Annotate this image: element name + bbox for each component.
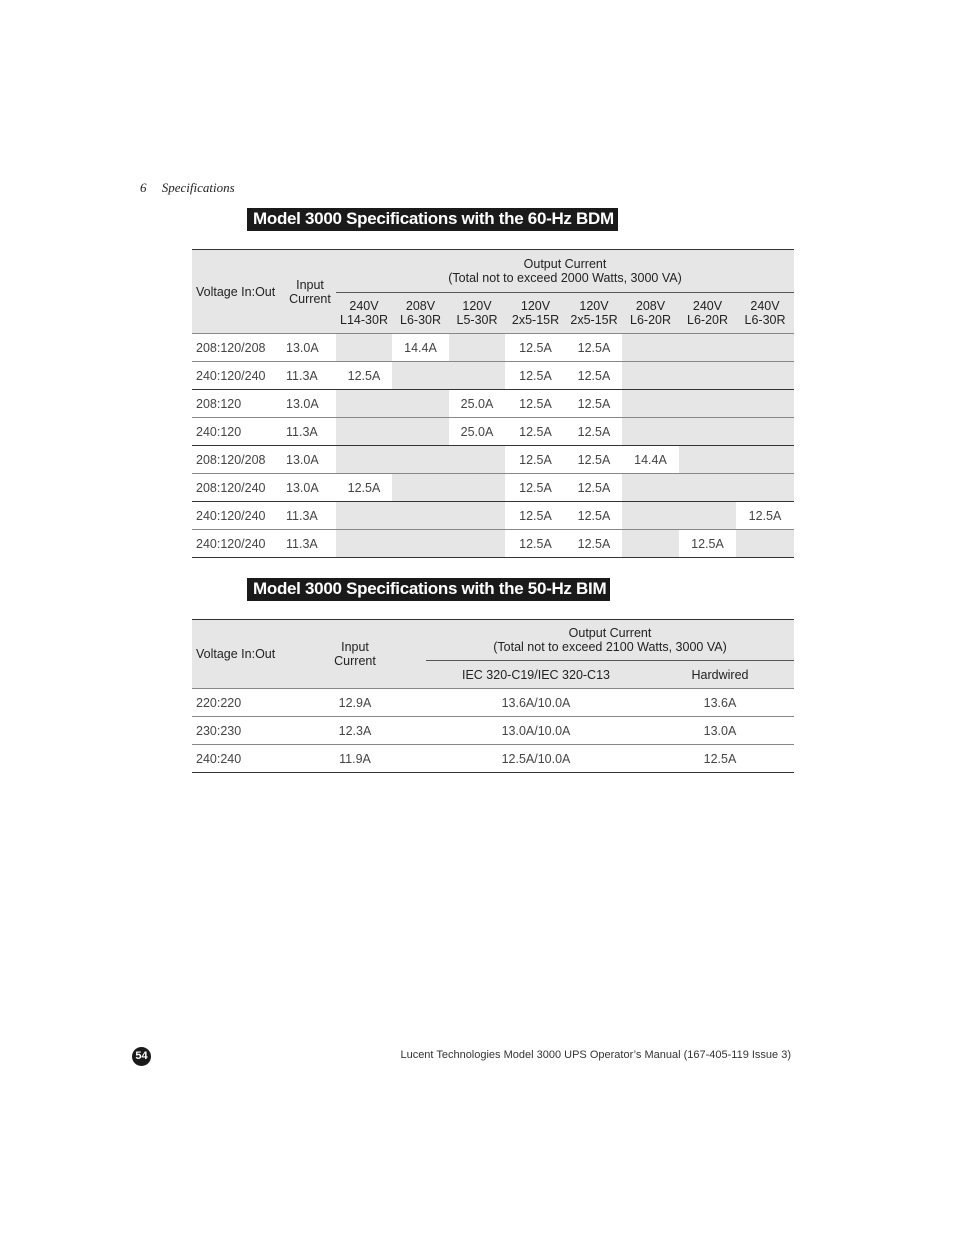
output-current-cell: 12.5A (505, 474, 566, 502)
output-current-cell: 12.5A (566, 418, 622, 446)
table-row (192, 334, 794, 362)
output-current-cell: 25.0A (449, 390, 505, 418)
output-current-cell (392, 446, 449, 474)
iec-header: IEC 320-C19/IEC 320-C13 (426, 661, 646, 689)
output-current-cell (449, 502, 505, 530)
voltage-cell: 208:120 (192, 390, 284, 418)
table-row (192, 530, 794, 558)
output-current-cell: 12.5A (566, 502, 622, 530)
hardwired-header: Hardwired (646, 661, 794, 689)
running-head (140, 180, 235, 196)
table-row (192, 717, 794, 745)
output-current-cell: 12.5A (336, 362, 392, 390)
output-current-cell (392, 390, 449, 418)
output-current-header: Output Current (Total not to exceed 2000 Watts, 3000 VA) (336, 250, 794, 293)
output-current-cell (679, 446, 736, 474)
output-current-cell: 25.0A (449, 418, 505, 446)
hardwired-cell: 13.0A (646, 717, 794, 745)
voltage-cell: 240:120/240 (192, 530, 284, 558)
output-current-cell: 12.5A (679, 530, 736, 558)
output-current-header: Output Current (Total not to exceed 2100 Watts, 3000 VA) (426, 620, 794, 661)
output-current-cell (622, 362, 679, 390)
receptacle-header: 240V L14-30R (336, 293, 392, 334)
receptacle-header: 120V 2x5-15R (566, 293, 622, 334)
output-current-cell: 12.5A (566, 390, 622, 418)
iec-cell: 12.5A/10.0A (426, 745, 646, 773)
chapter-number: 6 (140, 180, 147, 195)
output-current-cell (736, 334, 794, 362)
voltage-cell: 230:230 (192, 717, 284, 745)
voltage-header: Voltage In:Out (192, 620, 284, 689)
output-current-cell (449, 362, 505, 390)
output-current-cell: 12.5A (505, 362, 566, 390)
input-current-cell: 11.3A (284, 418, 336, 446)
hardwired-cell: 13.6A (646, 689, 794, 717)
table-row (192, 418, 794, 446)
output-current-cell (622, 502, 679, 530)
output-current-cell: 14.4A (622, 446, 679, 474)
output-current-cell: 12.5A (566, 474, 622, 502)
output-current-cell (392, 474, 449, 502)
output-current-cell (736, 418, 794, 446)
output-current-cell (336, 390, 392, 418)
table-row (192, 745, 794, 773)
receptacle-header: 240V L6-30R (736, 293, 794, 334)
input-current-cell: 11.3A (284, 530, 336, 558)
voltage-cell: 240:120/240 (192, 502, 284, 530)
table-row (192, 689, 794, 717)
output-current-cell (392, 502, 449, 530)
voltage-cell: 240:120/240 (192, 362, 284, 390)
output-current-cell (336, 418, 392, 446)
output-current-cell (679, 418, 736, 446)
output-current-cell (736, 474, 794, 502)
output-current-cell: 12.5A (566, 446, 622, 474)
output-current-cell (336, 334, 392, 362)
output-current-cell (622, 334, 679, 362)
voltage-cell: 220:220 (192, 689, 284, 717)
output-current-cell: 12.5A (336, 474, 392, 502)
output-current-cell (336, 530, 392, 558)
table-60hz-bdm (192, 249, 794, 558)
receptacle-header: 120V 2x5-15R (505, 293, 566, 334)
output-current-cell (736, 362, 794, 390)
output-current-cell: 12.5A (566, 362, 622, 390)
output-current-cell: 12.5A (505, 418, 566, 446)
table-50hz-bim (192, 619, 794, 773)
voltage-cell: 240:240 (192, 745, 284, 773)
voltage-header: Voltage In:Out (192, 250, 284, 334)
output-current-cell (679, 474, 736, 502)
table-row (192, 474, 794, 502)
input-current-cell: 11.3A (284, 502, 336, 530)
receptacle-header: 120V L5-30R (449, 293, 505, 334)
voltage-cell: 208:120/240 (192, 474, 284, 502)
output-current-cell (679, 334, 736, 362)
output-current-cell: 12.5A (505, 502, 566, 530)
output-current-cell (622, 418, 679, 446)
table-row (192, 446, 794, 474)
output-current-cell (449, 334, 505, 362)
output-current-cell (622, 474, 679, 502)
output-current-cell: 12.5A (505, 446, 566, 474)
page-number-badge: 54 (132, 1047, 151, 1066)
input-current-cell: 13.0A (284, 334, 336, 362)
output-current-cell: 12.5A (505, 334, 566, 362)
output-current-cell (449, 530, 505, 558)
output-current-cell: 12.5A (566, 530, 622, 558)
hardwired-cell: 12.5A (646, 745, 794, 773)
output-current-cell (392, 418, 449, 446)
output-current-cell (622, 390, 679, 418)
output-current-cell: 12.5A (505, 390, 566, 418)
output-current-cell (736, 446, 794, 474)
voltage-cell: 208:120/208 (192, 446, 284, 474)
output-current-cell (392, 362, 449, 390)
output-current-cell (679, 390, 736, 418)
output-current-cell (736, 530, 794, 558)
table-row (192, 362, 794, 390)
receptacle-header: 208V L6-20R (622, 293, 679, 334)
voltage-cell: 240:120 (192, 418, 284, 446)
output-current-cell (336, 446, 392, 474)
output-current-cell (736, 390, 794, 418)
table-row (192, 502, 794, 530)
input-current-cell: 11.3A (284, 362, 336, 390)
table2-title: Model 3000 Specifications with the 50-Hz BIM (247, 578, 610, 601)
output-current-cell: 12.5A (736, 502, 794, 530)
output-current-cell (679, 362, 736, 390)
input-current-header: Input Current (284, 620, 426, 689)
input-current-cell: 13.0A (284, 390, 336, 418)
chapter-title: Specifications (161, 180, 235, 195)
footer-text: Lucent Technologies Model 3000 UPS Operator’s Manual (167-405-119 Issue 3) (400, 1049, 791, 1061)
iec-cell: 13.6A/10.0A (426, 689, 646, 717)
voltage-cell: 208:120/208 (192, 334, 284, 362)
receptacle-header: 240V L6-20R (679, 293, 736, 334)
input-current-cell: 12.3A (284, 717, 426, 745)
output-current-cell (679, 502, 736, 530)
input-current-cell: 11.9A (284, 745, 426, 773)
output-current-cell: 12.5A (566, 334, 622, 362)
input-current-cell: 13.0A (284, 446, 336, 474)
output-current-cell: 12.5A (505, 530, 566, 558)
input-current-cell: 12.9A (284, 689, 426, 717)
table-row (192, 390, 794, 418)
receptacle-header: 208V L6-30R (392, 293, 449, 334)
input-current-cell: 13.0A (284, 474, 336, 502)
output-current-cell (392, 530, 449, 558)
iec-cell: 13.0A/10.0A (426, 717, 646, 745)
input-current-header: Input Current (284, 250, 336, 334)
output-current-cell: 14.4A (392, 334, 449, 362)
output-current-cell (622, 530, 679, 558)
output-current-cell (449, 446, 505, 474)
output-current-cell (336, 502, 392, 530)
output-current-cell (449, 474, 505, 502)
table1-title: Model 3000 Specifications with the 60-Hz BDM (247, 208, 618, 231)
